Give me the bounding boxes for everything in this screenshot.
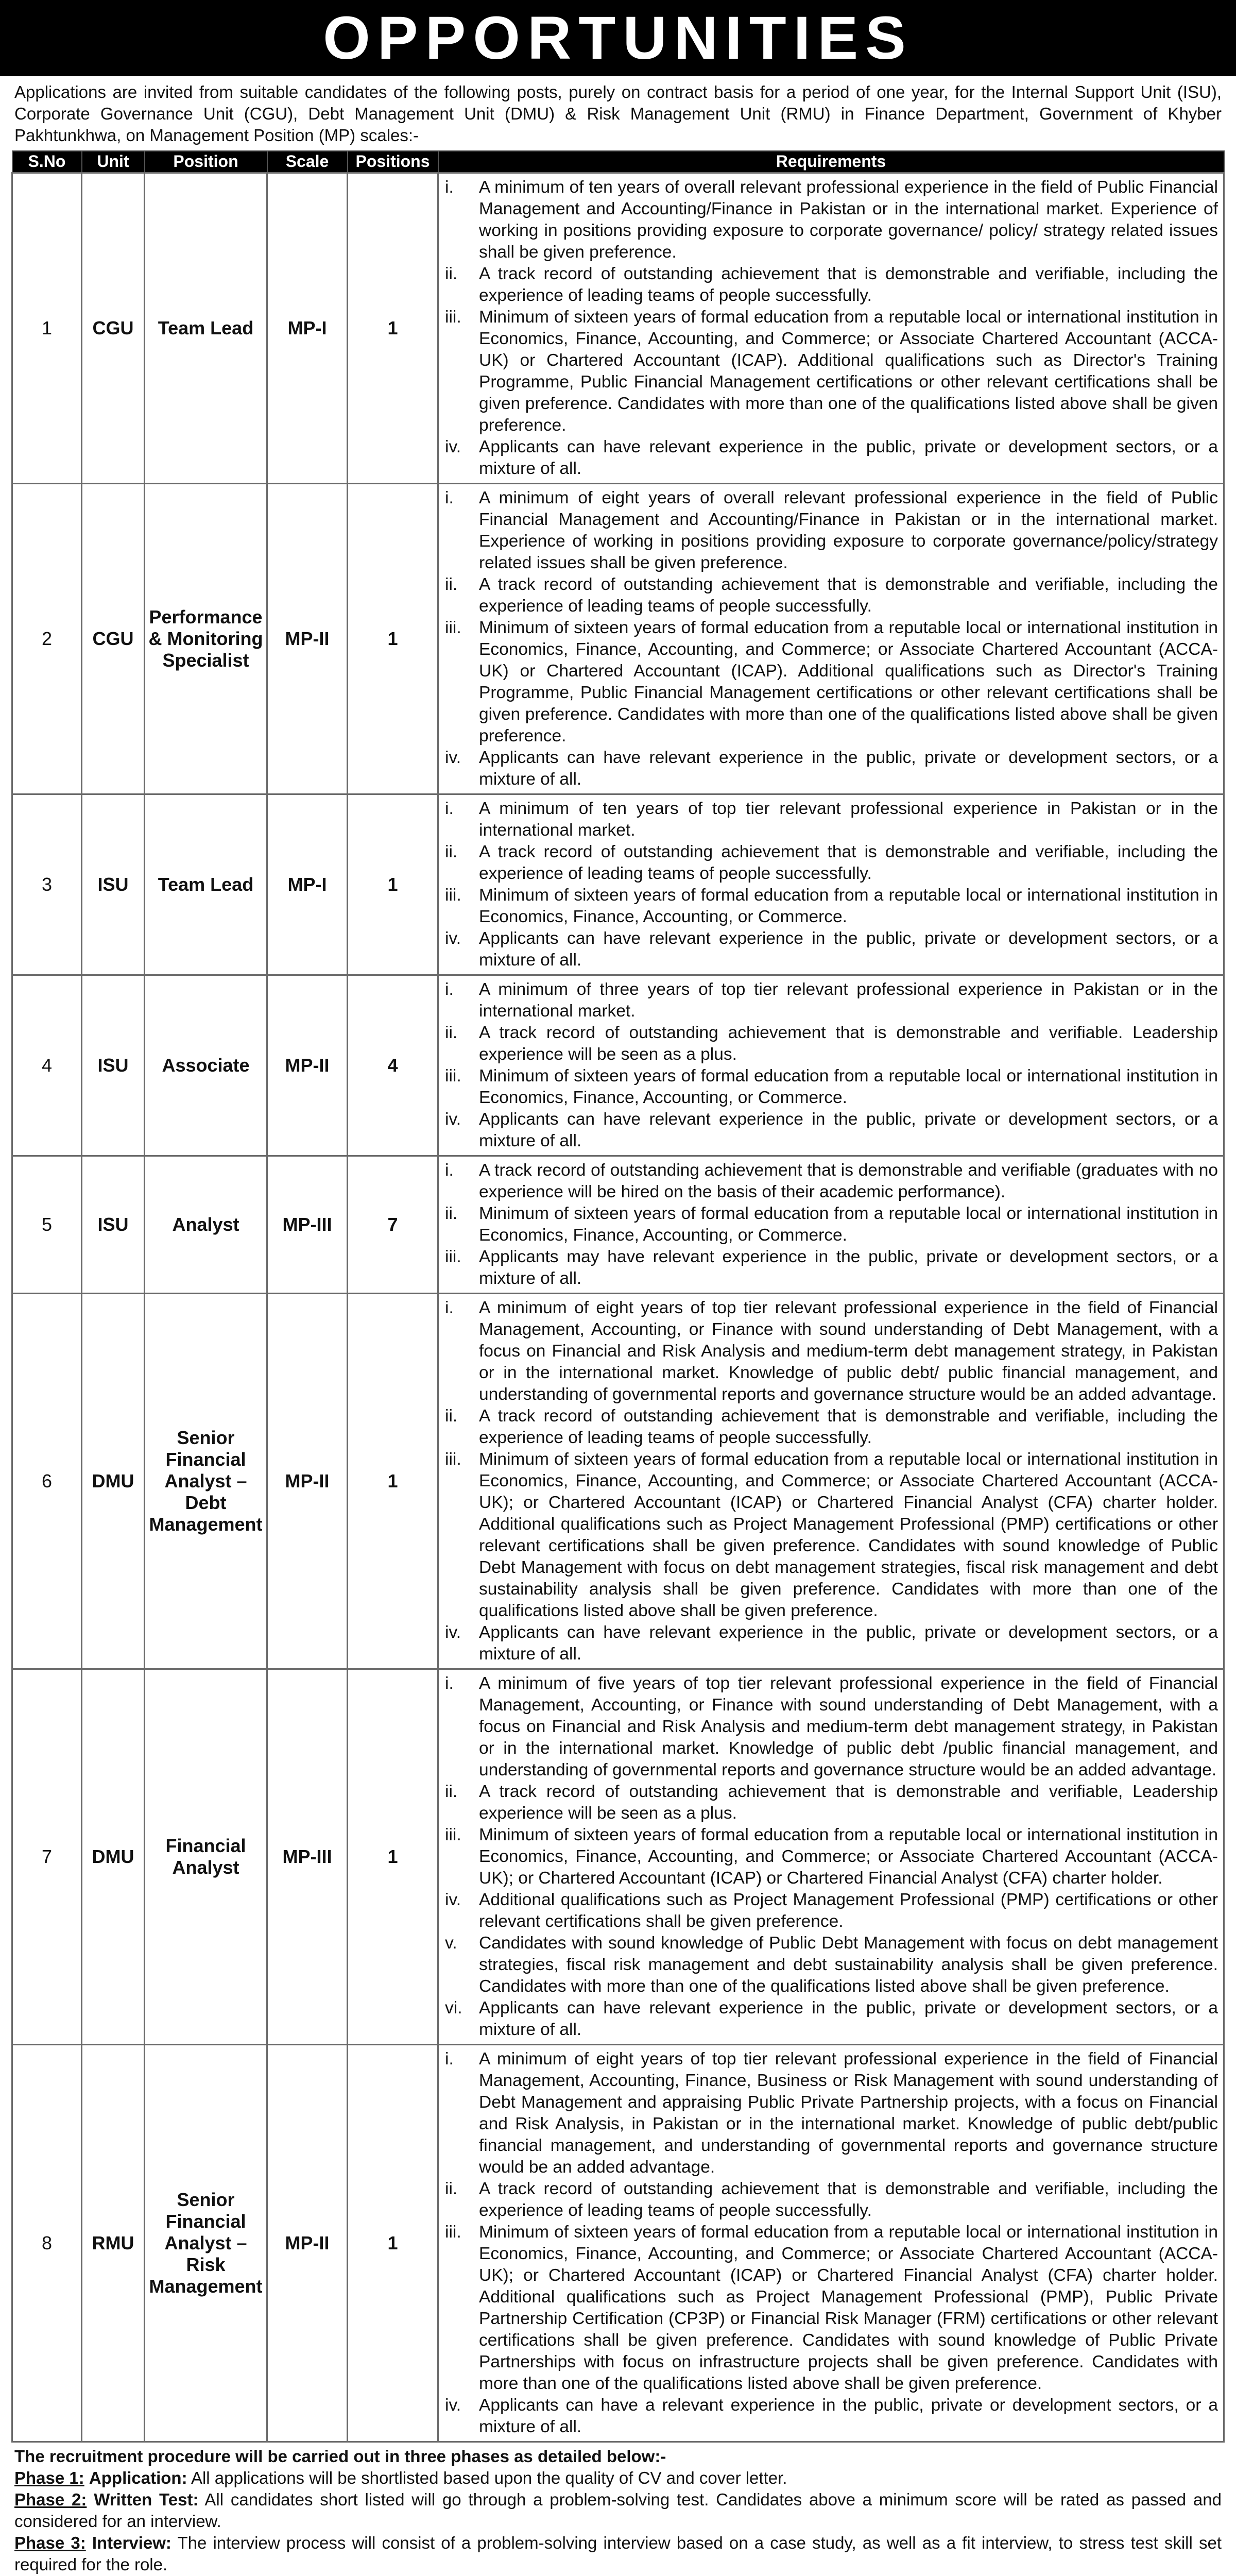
header-position: Position xyxy=(145,151,267,173)
requirement-number: iii. xyxy=(445,2222,461,2242)
requirement-number: i. xyxy=(445,1673,454,1693)
requirement-item xyxy=(443,263,1218,307)
requirement-number: iv. xyxy=(445,1890,461,1909)
requirement-item xyxy=(443,1889,1218,1933)
cell-unit: ISU xyxy=(82,794,145,975)
requirements-list xyxy=(443,1673,1218,2041)
cell-count: 1 xyxy=(348,483,438,794)
table-body xyxy=(12,173,1224,2442)
cell-position: Associate xyxy=(145,975,267,1156)
requirement-text: A minimum of five years of top tier relevant professional experience in the field of Financial Management, Accounting, or Finance with sound understanding of Debt Management, with a focus on Financial and Risk Analysis and medium-term debt management strategy, in Pakistan or in the international market. Knowledge of public debt /public financial management, and understanding of governmental reports and governance structure would be an added advantage. xyxy=(479,1673,1218,1780)
header-unit: Unit xyxy=(82,151,145,173)
requirement-item xyxy=(443,885,1218,928)
cell-count: 1 xyxy=(348,1293,438,1669)
requirement-text: Candidates with sound knowledge of Public Debt Management with focus on debt management strategies, fiscal risk management and debt sustainability analysis shall be given preference. Candidates with more than one of the qualifications listed above shall be given preference. xyxy=(479,1933,1218,1996)
requirement-number: iv. xyxy=(445,748,461,767)
requirement-item xyxy=(443,1065,1218,1109)
requirement-item xyxy=(443,1022,1218,1065)
requirements-list xyxy=(443,487,1218,790)
cell-requirements xyxy=(438,794,1224,975)
requirement-text: Applicants can have relevant experience in the public, private or development sectors, or a mixture of all. xyxy=(479,437,1218,478)
phase-2-label: Phase 2: xyxy=(14,2489,87,2509)
cell-sno: 1 xyxy=(12,173,82,483)
requirement-number: iv. xyxy=(445,1109,461,1129)
requirement-number: iii. xyxy=(445,618,461,637)
cell-position: Team Lead xyxy=(145,794,267,975)
header-positions: Positions xyxy=(348,151,438,173)
requirement-number: vi. xyxy=(445,1998,462,2018)
cell-sno: 3 xyxy=(12,794,82,975)
requirements-list xyxy=(443,1297,1218,1665)
requirement-number: iii. xyxy=(445,885,461,905)
requirement-number: iv. xyxy=(445,437,461,456)
cell-requirements xyxy=(438,1156,1224,1293)
requirement-number: ii. xyxy=(445,842,458,861)
cell-count: 1 xyxy=(348,1669,438,2044)
table-row xyxy=(12,975,1224,1156)
requirement-number: iii. xyxy=(445,1449,461,1469)
requirement-text: A track record of outstanding achievement that is demonstrable and verifiable (graduates with no experience will be hired on the basis of their academic performance). xyxy=(479,1160,1218,1201)
requirements-list xyxy=(443,798,1218,971)
cell-scale: MP-III xyxy=(267,1156,348,1293)
requirement-item xyxy=(443,1297,1218,1405)
page-title: OPPORTUNITIES xyxy=(0,0,1236,76)
table-row xyxy=(12,173,1224,483)
requirement-text: Applicants can have relevant experience in the public, private or development sectors, or a mixture of all. xyxy=(479,748,1218,789)
cell-unit: CGU xyxy=(82,173,145,483)
requirement-item xyxy=(443,1824,1218,1889)
cell-count: 7 xyxy=(348,1156,438,1293)
cell-position: Analyst xyxy=(145,1156,267,1293)
header-scale: Scale xyxy=(267,151,348,173)
requirement-text: Minimum of sixteen years of formal education from a reputable local or international institution in Economics, Finance, Accounting, and Commerce; or Associate Chartered Accountant (ACCA-UK); or Chartered Accountant (ICAP) or Chartered Financial Analyst (CFA) charter holder. Additional qualifications such as Project Management Professional (PMP), Public Private Partnership Certification (CP3P) or Financial Risk Manager (FRM) certifications or other relevant certifications shall be given preference. Candidates with sound knowledge of Public Private Partnerships with focus on infrastructure projects shall be given preference. Candidates with more than one of the qualifications listed above shall be given preference. xyxy=(479,2222,1218,2393)
recruitment-heading: The recruitment procedure will be carried out in three phases as detailed below:- xyxy=(14,2446,666,2466)
requirement-text: A track record of outstanding achievement that is demonstrable and verifiable, Leadership experience will be seen as a plus. xyxy=(479,1782,1218,1823)
requirement-item xyxy=(443,2048,1218,2178)
cell-requirements xyxy=(438,1293,1224,1669)
phase-3-label: Phase 3: xyxy=(14,2533,86,2552)
phase-1-text: All applications will be shortlisted based upon the quality of CV and cover letter. xyxy=(191,2468,787,2487)
intro-paragraph: Applications are invited from suitable candidates of the following posts, purely on contract basis for a period of one year, for the Internal Support Unit (ISU), Corporate Governance Unit (CGU), Debt Management Unit (DMU) & Risk Management Unit (RMU) in Finance Department, Government of Khyber Pakhtunkhwa, on Management Position (MP) scales:- xyxy=(14,82,1222,145)
requirement-text: A minimum of ten years of overall relevant professional experience in the field of Public Financial Management and Accounting/Finance in Pakistan or in the international market. Experience of working in positions providing exposure to corporate governance/ policy/ strategy related issues shall be given preference. xyxy=(479,177,1218,262)
requirement-item xyxy=(443,979,1218,1022)
requirement-number: i. xyxy=(445,177,454,197)
requirement-number: ii. xyxy=(445,1204,458,1223)
requirements-list xyxy=(443,2048,1218,2438)
requirement-number: ii. xyxy=(445,2179,458,2198)
cell-unit: CGU xyxy=(82,483,145,794)
cell-position: Senior Financial Analyst – Risk Management xyxy=(145,2044,267,2442)
requirement-text: A track record of outstanding achievement that is demonstrable and verifiable, including the experience of leading teams of people successfully. xyxy=(479,2179,1218,2220)
requirement-text: Additional qualifications such as Project Management Professional (PMP) certifications or other relevant certifications shall be given preference. xyxy=(479,1890,1218,1931)
requirement-text: Applicants can have relevant experience in the public, private or development sectors, or a mixture of all. xyxy=(479,1109,1218,1150)
cell-requirements xyxy=(438,975,1224,1156)
requirement-item xyxy=(443,617,1218,747)
cell-scale: MP-I xyxy=(267,794,348,975)
table-row xyxy=(12,794,1224,975)
requirement-item xyxy=(443,1109,1218,1152)
requirements-list xyxy=(443,1160,1218,1290)
requirement-number: v. xyxy=(445,1933,457,1953)
requirement-item xyxy=(443,798,1218,841)
requirement-number: iv. xyxy=(445,1622,461,1642)
requirement-item xyxy=(443,307,1218,436)
requirement-number: iv. xyxy=(445,2395,461,2415)
cell-scale: MP-I xyxy=(267,173,348,483)
requirement-text: A track record of outstanding achievement that is demonstrable and verifiable, including the experience of leading teams of people successfully. xyxy=(479,1406,1218,1447)
requirement-number: ii. xyxy=(445,264,458,283)
cell-requirements xyxy=(438,483,1224,794)
requirement-text: A minimum of three years of top tier relevant professional experience in Pakistan or in the international market. xyxy=(479,979,1218,1021)
requirement-item xyxy=(443,1160,1218,1203)
cell-count: 4 xyxy=(348,975,438,1156)
cell-count: 1 xyxy=(348,173,438,483)
requirement-number: iii. xyxy=(445,1247,461,1266)
requirement-item xyxy=(443,1246,1218,1290)
requirement-text: Applicants can have relevant experience in the public, private or development sectors, or a mixture of all. xyxy=(479,1622,1218,1664)
requirement-item xyxy=(443,1933,1218,1997)
cell-sno: 2 xyxy=(12,483,82,794)
requirement-text: Minimum of sixteen years of formal education from a reputable local or international institution in Economics, Finance, Accounting, and Commerce; or Associate Chartered Accountant (ACCA-UK) or Chartered Accountant (ICAP). Additional qualifications such as Director's Training Programme, Public Financial Management certifications or other relevant certifications shall be given preference. Candidates with more than one of the qualifications listed above shall be given preference. xyxy=(479,307,1218,435)
cell-requirements xyxy=(438,2044,1224,2442)
requirement-text: Minimum of sixteen years of formal education from a reputable local or international institution in Economics, Finance, Accounting, and Commerce; or Associate Chartered Accountant (ACCA-UK) or Chartered Accountant (ICAP). Additional qualifications such as Director's Training Programme, Public Financial Management certifications or other relevant certifications shall be given preference. Candidates with more than one of the qualifications listed above shall be given preference. xyxy=(479,618,1218,745)
cell-position: Performance & Monitoring Specialist xyxy=(145,483,267,794)
cell-unit: DMU xyxy=(82,1293,145,1669)
cell-sno: 5 xyxy=(12,1156,82,1293)
table-row xyxy=(12,1293,1224,1669)
requirement-number: i. xyxy=(445,979,454,999)
requirement-item xyxy=(443,1673,1218,1781)
phase-3-name: Interview: xyxy=(92,2533,171,2552)
table-row xyxy=(12,1156,1224,1293)
cell-scale: MP-II xyxy=(267,483,348,794)
cell-scale: MP-II xyxy=(267,2044,348,2442)
header-requirements: Requirements xyxy=(438,151,1224,173)
phase-3 xyxy=(14,2532,1222,2575)
requirement-text: A minimum of ten years of top tier relevant professional experience in Pakistan or in the international market. xyxy=(479,799,1218,840)
requirement-number: ii. xyxy=(445,1782,458,1801)
requirement-text: Minimum of sixteen years of formal education from a reputable local or international institution in Economics, Finance, Accounting, or Commerce. xyxy=(479,1204,1218,1245)
requirement-number: iv. xyxy=(445,928,461,948)
requirement-number: ii. xyxy=(445,574,458,594)
requirement-item xyxy=(443,1622,1218,1665)
requirement-text: Applicants can have relevant experience in the public, private or development sectors, or a mixture of all. xyxy=(479,1998,1218,2039)
table-header-row xyxy=(12,151,1224,173)
requirement-text: A minimum of eight years of overall relevant professional experience in the field of Public Financial Management and Accounting/Finance in Pakistan or in the international market. Experience of working in positions providing exposure to corporate governance/policy/strategy related issues shall be given preference. xyxy=(479,488,1218,572)
requirement-text: Applicants can have relevant experience in the public, private or development sectors, or a mixture of all. xyxy=(479,928,1218,970)
requirement-item xyxy=(443,928,1218,971)
cell-sno: 6 xyxy=(12,1293,82,1669)
requirement-number: iii. xyxy=(445,1066,461,1086)
cell-sno: 8 xyxy=(12,2044,82,2442)
cell-unit: RMU xyxy=(82,2044,145,2442)
requirement-item xyxy=(443,574,1218,617)
requirement-text: A track record of outstanding achievement that is demonstrable and verifiable. Leadership experience will be seen as a plus. xyxy=(479,1023,1218,1064)
table-row xyxy=(12,483,1224,794)
requirement-item xyxy=(443,1405,1218,1449)
requirement-number: ii. xyxy=(445,1023,458,1042)
requirement-item xyxy=(443,177,1218,263)
requirement-number: i. xyxy=(445,1160,454,1180)
requirement-text: A track record of outstanding achievement that is demonstrable and verifiable, including the experience of leading teams of people successfully. xyxy=(479,574,1218,616)
phase-1 xyxy=(14,2467,1222,2489)
recruitment-section xyxy=(11,2443,1225,2576)
cell-position: Financial Analyst xyxy=(145,1669,267,2044)
requirement-item xyxy=(443,2178,1218,2222)
requirement-text: Minimum of sixteen years of formal education from a reputable local or international institution in Economics, Finance, Accounting, or Commerce. xyxy=(479,1066,1218,1107)
cell-sno: 7 xyxy=(12,1669,82,2044)
requirement-item xyxy=(443,747,1218,790)
requirements-list xyxy=(443,177,1218,480)
requirement-text: A track record of outstanding achievement that is demonstrable and verifiable, including the experience of leading teams of people successfully. xyxy=(479,842,1218,883)
requirement-number: i. xyxy=(445,799,454,818)
cell-unit: ISU xyxy=(82,975,145,1156)
positions-table xyxy=(11,150,1225,2443)
requirement-item xyxy=(443,487,1218,574)
cell-position: Senior Financial Analyst – Debt Management xyxy=(145,1293,267,1669)
requirement-text: Minimum of sixteen years of formal education from a reputable local or international institution in Economics, Finance, Accounting, and Commerce; or Associate Chartered Accountant (ACCA-UK); or Chartered Accountant (ICAP) or Chartered Financial Analyst (CFA) charter holder. xyxy=(479,1825,1218,1888)
requirement-item xyxy=(443,841,1218,885)
header-sno: S.No xyxy=(12,151,82,173)
table-row xyxy=(12,2044,1224,2442)
cell-unit: ISU xyxy=(82,1156,145,1293)
requirement-text: A minimum of eight years of top tier relevant professional experience in the field of Financial Management, Accounting, or Finance with sound understanding of Debt Management, with a focus on Financial and Risk Analysis and medium-term debt management strategy, in Pakistan or in the international market. Knowledge of public debt/ public financial management, and understanding of governmental reports and governance structure would be an added advantage. xyxy=(479,1298,1218,1404)
cell-requirements xyxy=(438,1669,1224,2044)
phase-1-label: Phase 1: xyxy=(14,2468,84,2487)
requirement-item xyxy=(443,436,1218,480)
phase-2-name: Written Test: xyxy=(94,2489,199,2509)
phase-3-text: The interview process will consist of a problem-solving interview based on a case study, as well as a fit interview, to stress test skill set required for the role. xyxy=(14,2533,1222,2574)
requirement-number: i. xyxy=(445,2049,454,2069)
requirement-item xyxy=(443,1781,1218,1824)
cell-requirements xyxy=(438,173,1224,483)
cell-position: Team Lead xyxy=(145,173,267,483)
requirement-item xyxy=(443,1997,1218,2041)
requirement-number: iii. xyxy=(445,307,461,327)
phase-2 xyxy=(14,2489,1222,2532)
cell-scale: MP-III xyxy=(267,1669,348,2044)
requirement-text: Minimum of sixteen years of formal education from a reputable local or international institution in Economics, Finance, Accounting, or Commerce. xyxy=(479,885,1218,926)
cell-count: 1 xyxy=(348,794,438,975)
cell-scale: MP-II xyxy=(267,1293,348,1669)
requirement-text: Applicants can have a relevant experience in the public, private or development sectors, or a mixture of all. xyxy=(479,2395,1218,2436)
cell-scale: MP-II xyxy=(267,975,348,1156)
requirement-number: i. xyxy=(445,1298,454,1317)
requirements-list xyxy=(443,979,1218,1152)
cell-unit: DMU xyxy=(82,1669,145,2044)
requirement-item xyxy=(443,1203,1218,1246)
cell-count: 1 xyxy=(348,2044,438,2442)
requirement-number: ii. xyxy=(445,1406,458,1426)
requirement-item xyxy=(443,2222,1218,2395)
requirement-number: i. xyxy=(445,488,454,507)
requirement-text: A track record of outstanding achievement that is demonstrable and verifiable, including the experience of leading teams of people successfully. xyxy=(479,264,1218,305)
requirement-number: iii. xyxy=(445,1825,461,1844)
requirement-text: Minimum of sixteen years of formal education from a reputable local or international institution in Economics, Finance, Accounting, and Commerce; or Associate Chartered Accountant (ACCA-UK); or Chartered Accountant (ICAP) or Chartered Financial Analyst (CFA) charter holder. Additional qualifications such as Project Management Professional (PMP) certifications or other relevant certifications shall be given preference. Candidates with sound knowledge of Public Debt Management with focus on debt management strategies, fiscal risk management and debt sustainability analysis shall be given preference. Candidates with more than one of the qualifications listed above shall be given preference. xyxy=(479,1449,1218,1620)
requirement-text: A minimum of eight years of top tier relevant professional experience in the field of Financial Management, Accounting, Finance, Business or Risk Management with sound understanding of Debt Management and appraising Public Private Partnership projects, with a focus on Financial and Risk Analysis, in Pakistan or in the international market. Knowledge of public debt/public financial management, and understanding of governmental reports and governance structure would be an added advantage. xyxy=(479,2049,1218,2177)
phase-2-text: All candidates short listed will go through a problem-solving test. Candidates above a minimum score will be rated as passed and considered for an interview. xyxy=(14,2489,1222,2531)
cell-sno: 4 xyxy=(12,975,82,1156)
requirement-item xyxy=(443,2395,1218,2438)
requirement-item xyxy=(443,1449,1218,1622)
table-row xyxy=(12,1669,1224,2044)
phase-1-name: Application: xyxy=(89,2468,187,2487)
requirement-text: Applicants may have relevant experience in the public, private or development sectors, or a mixture of all. xyxy=(479,1247,1218,1288)
